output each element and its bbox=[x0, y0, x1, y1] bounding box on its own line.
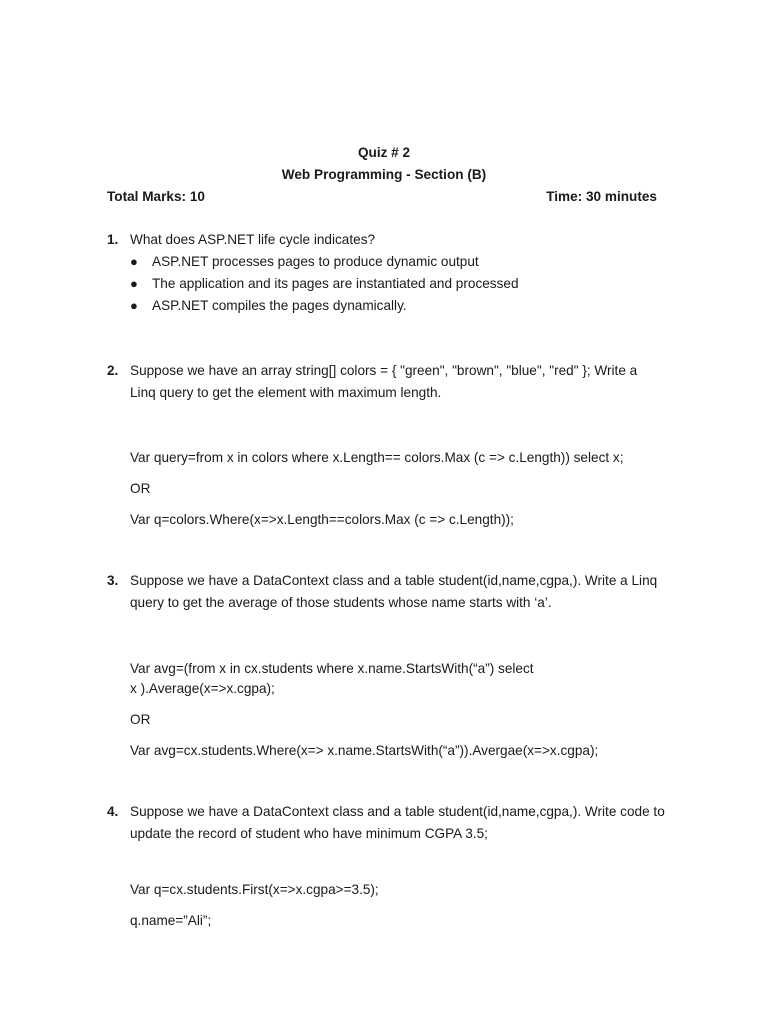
question-text: Suppose we have a DataContext class and a table student(id,name,cgpa,). Write a Linq bbox=[130, 573, 658, 588]
question-number: 2. bbox=[107, 363, 119, 378]
question-text: Suppose we have a DataContext class and a table student(id,name,cgpa,). Write code to bbox=[130, 804, 665, 819]
question-number: 1. bbox=[107, 232, 119, 247]
bullet-icon: ● bbox=[130, 298, 138, 313]
time-limit: Time: 30 minutes bbox=[546, 189, 657, 204]
answer-line: Var avg=(from x in cx.students where x.name.StartsWith(“a”) select bbox=[130, 661, 534, 676]
bullet-item: ASP.NET processes pages to produce dynamic output bbox=[152, 254, 479, 269]
answer-or: OR bbox=[130, 712, 151, 727]
bullet-icon: ● bbox=[130, 276, 138, 291]
answer-line: Var q=colors.Where(x=>x.Length==colors.Max (c => c.Length)); bbox=[130, 512, 514, 527]
answer-line: Var avg=cx.students.Where(x=> x.name.StartsWith(“a”)).Avergae(x=>x.cgpa); bbox=[130, 743, 599, 758]
quiz-subtitle: Web Programming - Section (B) bbox=[281, 167, 487, 182]
bullet-icon: ● bbox=[130, 254, 138, 269]
total-marks: Total Marks: 10 bbox=[107, 189, 205, 204]
answer-line: x ).Average(x=>x.cgpa); bbox=[130, 681, 275, 696]
bullet-item: The application and its pages are instantiated and processed bbox=[152, 276, 519, 291]
question-number: 3. bbox=[107, 573, 119, 588]
answer-line: Var query=from x in colors where x.Length== colors.Max (c => c.Length)) select x; bbox=[130, 450, 624, 465]
question-number: 4. bbox=[107, 804, 119, 819]
question-text: update the record of student who have minimum CGPA 3.5; bbox=[130, 826, 488, 841]
answer-line: q.name=”Ali”; bbox=[130, 913, 212, 928]
question-text: query to get the average of those students whose name starts with ‘a’. bbox=[130, 595, 552, 610]
answer-line: Var q=cx.students.First(x=>x.cgpa>=3.5); bbox=[130, 882, 379, 897]
question-text: Suppose we have an array string[] colors = { "green", "brown", "blue", "red" }; Write a bbox=[130, 363, 638, 378]
quiz-title: Quiz # 2 bbox=[357, 145, 411, 160]
question-text: Linq query to get the element with maximum length. bbox=[130, 385, 442, 400]
answer-or: OR bbox=[130, 481, 151, 496]
bullet-item: ASP.NET compiles the pages dynamically. bbox=[152, 298, 407, 313]
question-text: What does ASP.NET life cycle indicates? bbox=[130, 232, 376, 247]
